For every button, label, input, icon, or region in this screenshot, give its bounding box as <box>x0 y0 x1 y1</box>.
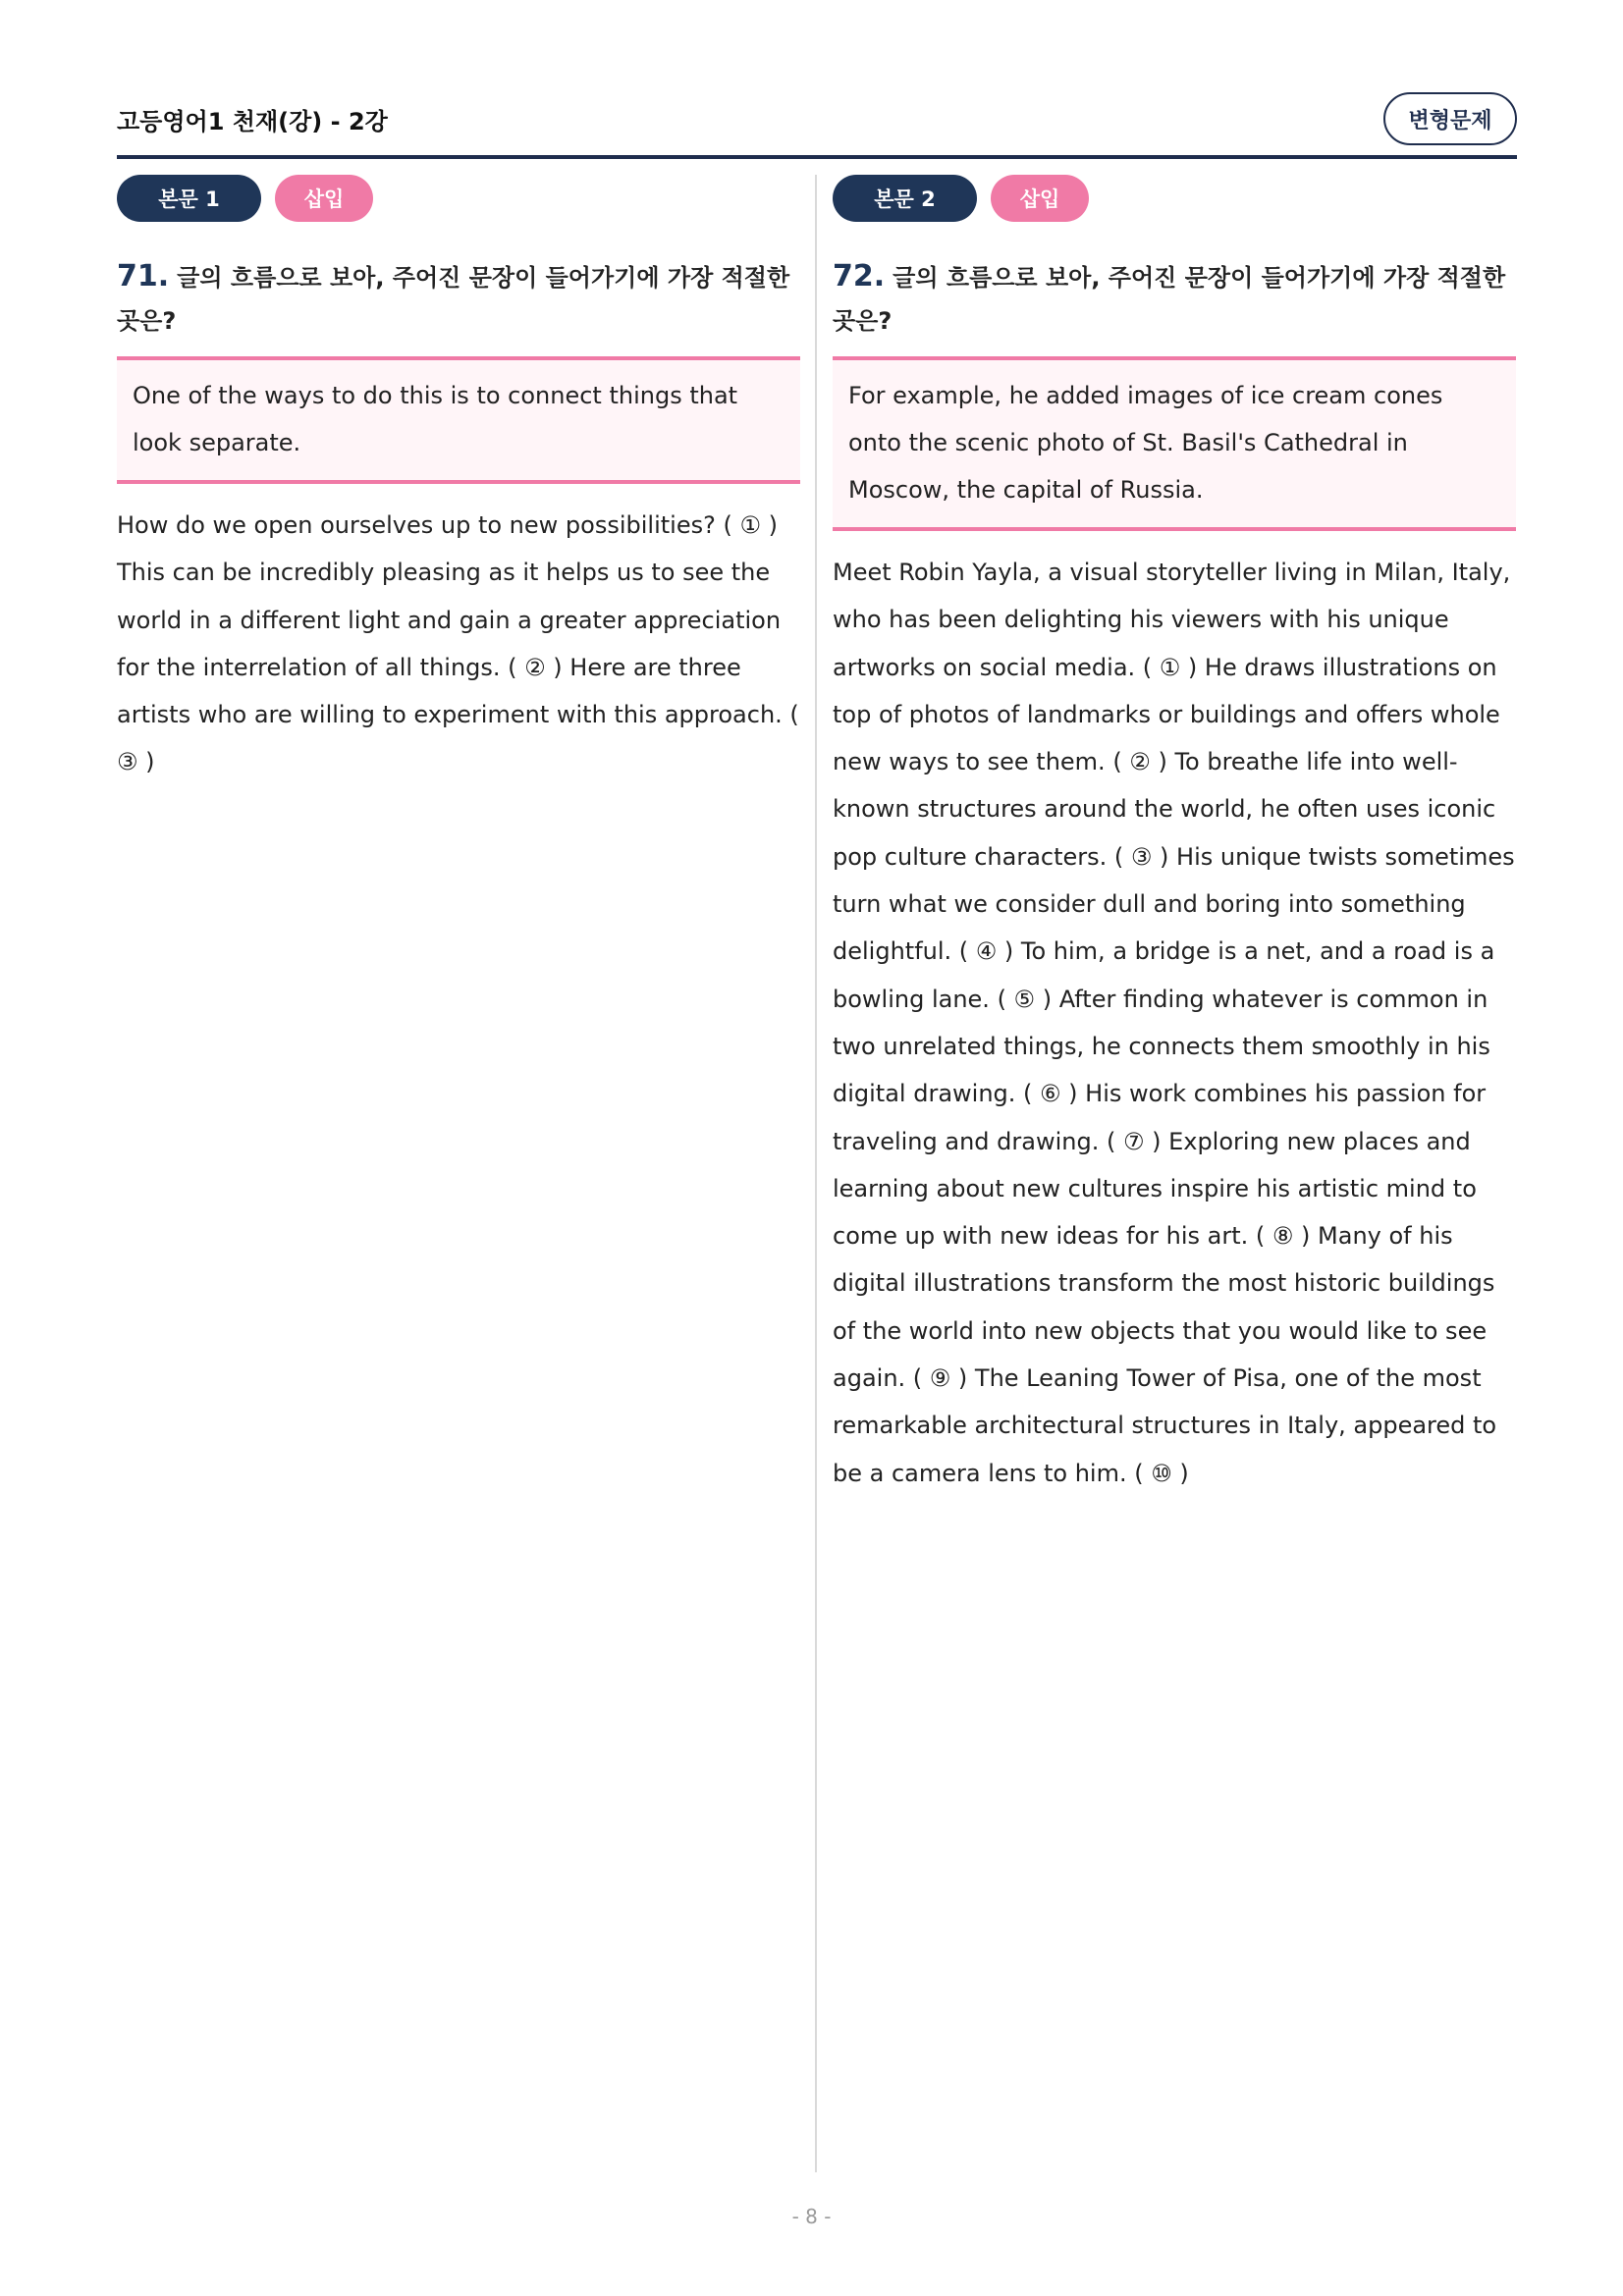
type-tag: 삽입 <box>275 175 373 222</box>
given-sentence-box: One of the ways to do this is to connect things that look separate. <box>117 356 800 484</box>
tag-row <box>117 175 800 222</box>
question-number: 71. <box>117 259 170 294</box>
question-text: 글의 흐름으로 보아, 주어진 문장이 들어가기에 가장 적절한 곳은? <box>833 264 1506 335</box>
page-title: 고등영어1 천재(강) - 2강 <box>117 108 388 135</box>
question-72-column <box>833 175 1516 1497</box>
passage-text: How do we open ourselves up to new possibilities? ( ① ) This can be incredibly pleasing as it helps us to see the world in a different light and gain a greater appreciation for the interrelation of all things. ( ② ) Here are three artists who are willing to experiment with this approach. ( ③ ) <box>117 511 799 776</box>
type-tag: 삽입 <box>991 175 1089 222</box>
question-text: 글의 흐름으로 보아, 주어진 문장이 들어가기에 가장 적절한 곳은? <box>117 264 790 335</box>
passage-text: Meet Robin Yayla, a visual storyteller living in Milan, Italy, who has been delighting his viewers with his unique artworks on social media. ( ① ) He draws illustrations on top of photos of landmarks or buildings and offers whole new ways to see them. ( ② ) To breathe life into well-known structures around the world, he often uses iconic pop culture characters. ( ③ ) His unique twists sometimes turn what we consider dull and boring into something delightful. ( ④ ) To him, a bridge is a net, and a road is a bowling lane. ( ⑤ ) After finding whatever is common in two unrelated things, he connects them smoothly in his digital drawing. ( ⑥ ) His work combines his passion for traveling and drawing. ( ⑦ ) Exploring new places and learning about new cultures inspire his artistic mind to come up with new ideas for his art. ( ⑧ ) Many of his digital illustrations transform the most historic buildings of the world into new objects that you would like to see again. ( ⑨ ) The Leaning Tower of Pisa, one of the most remarkable architectural structures in Italy, appeared to be a camera lens to him. ( ⑩ ) <box>833 559 1515 1487</box>
tag-row <box>833 175 1516 222</box>
column-divider <box>815 175 817 2172</box>
passage-tag: 본문 2 <box>833 175 977 222</box>
variant-badge: 변형문제 <box>1383 92 1517 145</box>
given-sentence-box: For example, he added images of ice cream cones onto the scenic photo of St. Basil's Cathedral in Moscow, the capital of Russia. <box>833 356 1516 531</box>
page-number: - 8 - <box>791 2205 832 2228</box>
question-prompt <box>833 255 1516 343</box>
question-71-column <box>117 175 800 786</box>
passage-tag: 본문 1 <box>117 175 261 222</box>
question-number: 72. <box>833 259 886 294</box>
question-prompt <box>117 255 800 343</box>
page-header <box>117 92 1517 159</box>
